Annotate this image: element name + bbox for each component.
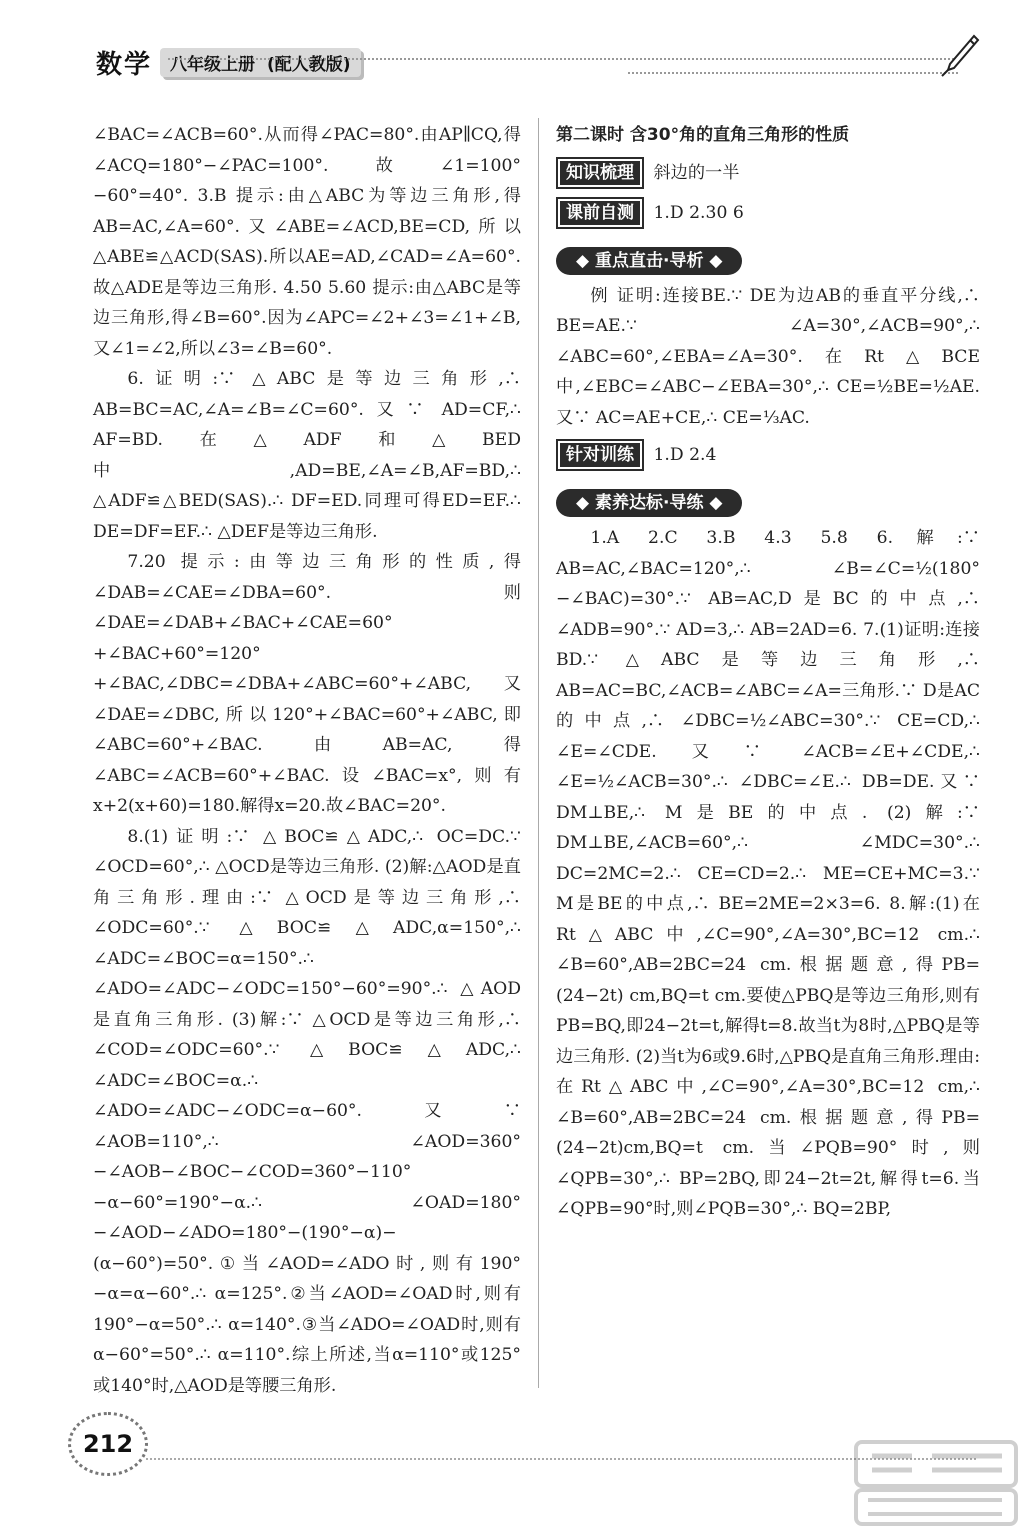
grade-label: 八年级上册 <box>170 54 256 75</box>
left-column <box>93 120 521 1401</box>
right-paragraph-1: 1.A 2.C 3.B 4.3 5.8 6.解:∵ AB=AC,∠BAC=120°,∴ ∠B=∠C=½(180°−∠BAC)=30°.∵ AB=AC,D是BC的中点,∴ ∠ADB=90°.∵ AD=3,∴ AB=2AD=6. 7.(1)证明:连接BD.∵ △ABC是等边三角形,∴ AB=AC=BC,∠ACB=∠ABC=∠A=三角形.∵ D是AC的中点,∴ ∠DBC=½∠ABC=30°.∵ CE=CD,∴ ∠E=∠CDE.又∵ ∠ACB=∠E+∠CDE,∴ ∠E=½∠ACB=30°.∴ ∠DBC=∠E.∴ DB=DE.又∵ DM⊥BE,∴ M是BE的中点. (2)解:∵ DM⊥BE,∠ACB=60°,∴ ∠MDC=30°.∴ DC=2MC=2.∴ CE=CD=2.∴ ME=CE+MC=3.∵ M是BE的中点,∴ BE=2ME=2×3=6. 8.解:(1)在Rt△ABC中,∠C=90°,∠A=30°,BC=12 cm.∴ ∠B=60°,AB=2BC=24 cm.根据题意,得PB=(24−2t) cm,BQ=t cm.要使△PBQ是等边三角形,则有PB=BQ,即24−2t=t,解得t=8.故当t为8时,△PBQ是等边三角形. (2)当t为6或9.6时,△PBQ是直角三角形.理由:在Rt△ABC中,∠C=90°,∠A=30°,BC=12 cm,∴ ∠B=60°,AB=2BC=24 cm.根据题意,得PB=(24−2t)cm,BQ=t cm.当∠PQB=90°时,则∠QPB=30°,∴ BP=2BQ,即24−2t=2t,解得t=6.当∠QPB=90°时,则∠PQB=30°,∴ BQ=2BP, <box>556 528 980 1219</box>
column-divider <box>538 118 539 1388</box>
practice-tag: 针对训练 <box>556 439 644 471</box>
practice-row <box>556 439 980 471</box>
left-paragraph-2: 6.证明:∵ △ABC是等边三角形,∴ AB=BC=AC,∠A=∠B=∠C=60°.又∵ AD=CF,∴ AF=BD.在△ADF和△BED中,AD=BE,∠A=∠B,AF=BD,∴ △ADF≌△BED(SAS).∴ DF=ED.同理可得ED=EF.∴ DE=DF=EF.∴ △DEF是等边三角形. <box>93 369 521 542</box>
left-paragraph-1: ∠BAC=∠ACB=60°.从而得∠PAC=80°.由AP∥CQ,得∠ACQ=180°−∠PAC=100°.故∠1=100°−60°=40°. 3.B 提示:由△ABC为等边三角形,得AB=AC,∠A=60°.又∠ABE=∠ACD,BE=CD,所以△ABE≌△ACD(SAS).所以AE=AD,∠CAD=∠A=60°.故△ADE是等边三角形. 4.50 5.60 提示:由△ABC是等边三角形,得∠B=60°.因为∠APC=∠2+∠3=∠1+∠B,又∠1=∠2,所以∠3=∠B=60°. <box>93 125 521 359</box>
pretest-tag: 课前自测 <box>556 197 644 229</box>
left-paragraph-4: 8.(1)证明:∵ △BOC≌△ADC,∴ OC=DC.∵ ∠OCD=60°,∴ △OCD是等边三角形. (2)解:△AOD是直角三角形.理由:∵ △OCD是等边三角形,∴ ∠ODC=60°.∵ △BOC≌△ADC,α=150°,∴ ∠ADC=∠BOC=α=150°.∴ ∠ADO=∠ADC−∠ODC=150°−60°=90°.∴ △AOD是直角三角形. (3)解:∵ △OCD是等边三角形,∴ ∠COD=∠ODC=60°.∵ △BOC≌△ADC,∴ ∠ADC=∠BOC=α.∴ ∠ADO=∠ADC−∠ODC=α−60°.又∵ ∠AOB=110°,∴ ∠AOD=360°−∠AOB−∠BOC−∠COD=360°−110°−α−60°=190°−α.∴ ∠OAD=180°−∠AOD−∠ADO=180°−(190°−α)−(α−60°)=50°.①当∠AOD=∠ADO时,则有190°−α=α−60°.∴ α=125°.②当∠AOD=∠OAD时,则有190°−α=50°.∴ α=140°.③当∠ADO=∠OAD时,则有α−60°=50°.∴ α=110°.综上所述,当α=110°或125°或140°时,△AOD是等腰三角形. <box>93 826 521 1396</box>
pretest-row <box>556 197 980 229</box>
knowledge-row <box>556 157 980 189</box>
left-paragraph-3: 7.20 提示:由等边三角形的性质,得∠DAB=∠CAE=∠DBA=60°.则∠DAE=∠DAB+∠BAC+∠CAE=60°+∠BAC+60°=120°+∠BAC,∠DBC=∠DBA+∠ABC=60°+∠ABC,又∠DAE=∠DBC,所以120°+∠BAC=60°+∠ABC,即∠ABC=60°+∠BAC.由AB=AC,得∠ABC=∠ACB=60°+∠BAC.设∠BAC=x°,则有x+2(x+60)=180.解得x=20.故∠BAC=20°. <box>93 552 521 816</box>
knowledge-text: 斜边的一半 <box>653 162 740 183</box>
practice-text: 1.D 2.4 <box>653 445 717 465</box>
pretest-text: 1.D 2.30 6 <box>653 202 744 223</box>
header-rule <box>168 58 958 60</box>
book-info-box <box>160 48 361 77</box>
subject-label: 数学 <box>96 49 153 80</box>
focus-banner: ◆ 重点直击·导析 ◆ <box>556 247 742 275</box>
knowledge-tag: 知识梳理 <box>556 157 644 189</box>
header-rule-2 <box>628 72 958 74</box>
example-paragraph: 例 证明:连接BE.∵ DE为边AB的垂直平分线,∴ BE=AE.∵ ∠A=30°,∠ACB=90°,∴ ∠ABC=60°,∠EBA=∠A=30°.在Rt△BCE中,∠EBC=∠ABC−∠EBA=30°,∴ CE=½BE=½AE.又∵ AC=AE+CE,∴ CE=⅓AC. <box>556 285 980 428</box>
page-header <box>96 44 361 80</box>
pen-icon <box>940 34 980 78</box>
literacy-banner: ◆ 素养达标·导练 ◆ <box>556 489 742 517</box>
watermark-logo <box>852 1436 1022 1530</box>
edition-label: (配人教版) <box>267 54 351 75</box>
page-number: 212 <box>68 1412 148 1476</box>
lesson-title: 第二课时 含30°角的直角三角形的性质 <box>556 125 850 145</box>
right-column <box>556 120 980 1225</box>
